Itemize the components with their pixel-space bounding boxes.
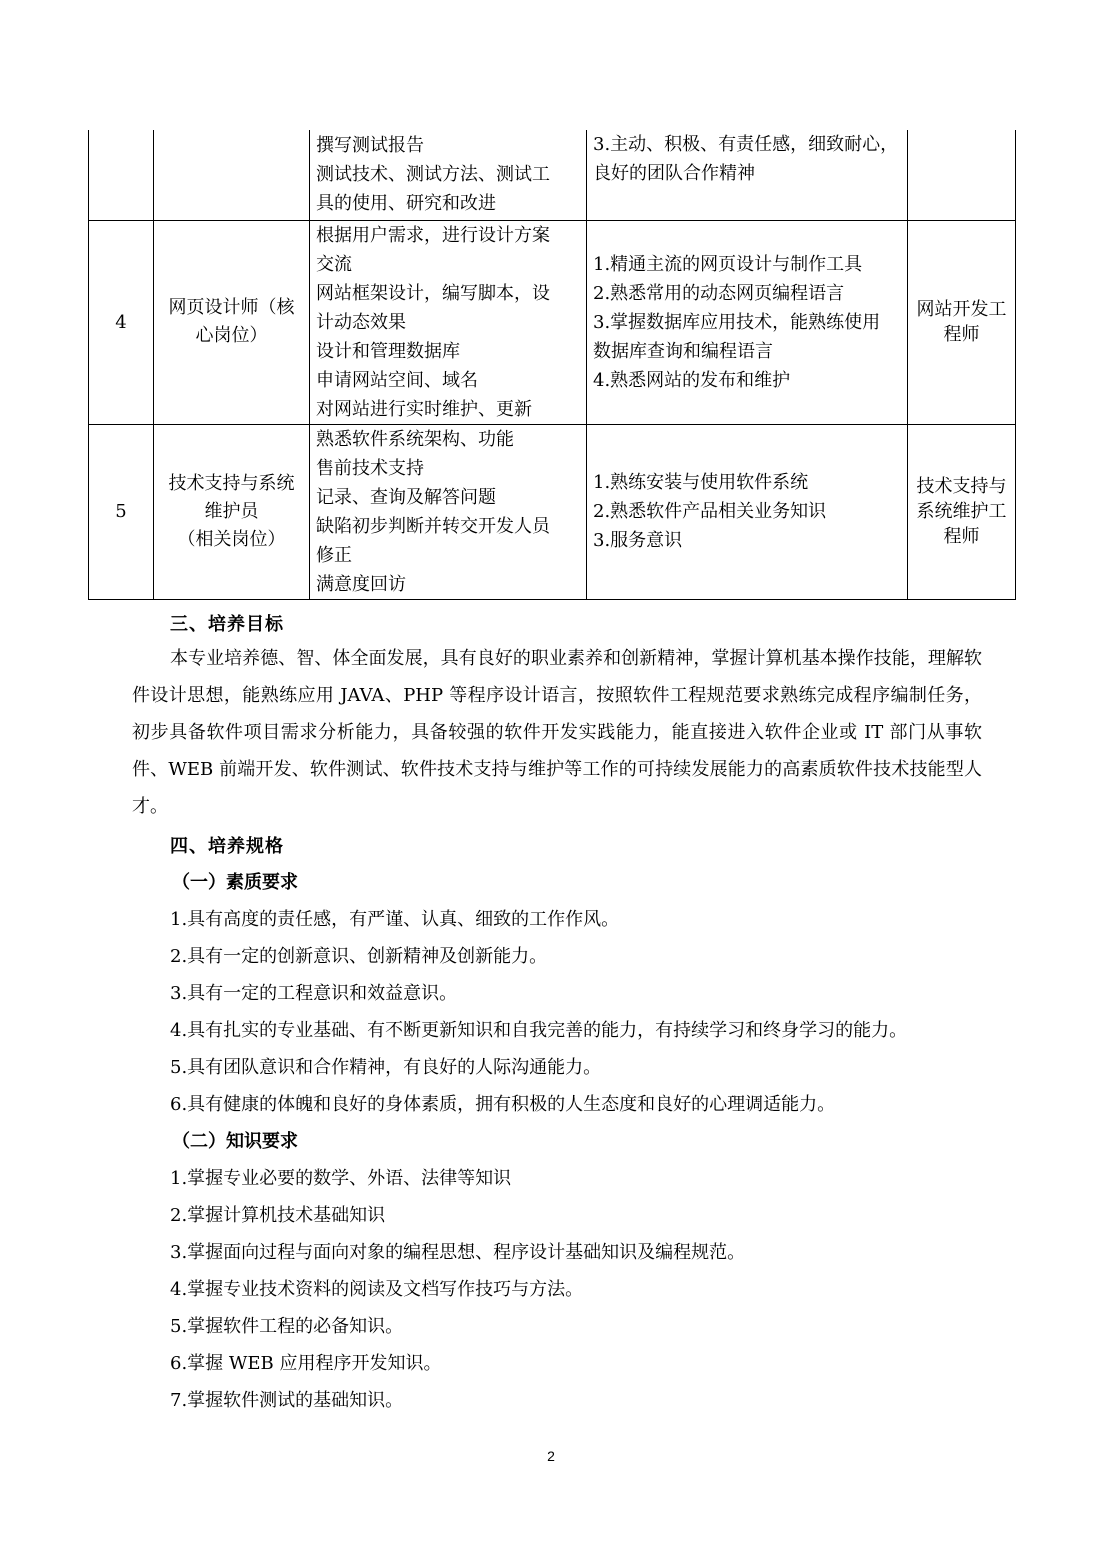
page-number: 2 <box>547 1448 555 1464</box>
section-heading: 四、培养规格 <box>170 836 284 857</box>
requirement-line: 2.熟悉软件产品相关业务知识 <box>593 501 827 522</box>
requirement-line: 良好的团队合作精神 <box>593 163 755 184</box>
table-row <box>89 130 1016 220</box>
task-line: 满意度回访 <box>316 573 406 595</box>
development-line: 系统维护工 <box>916 501 1007 522</box>
development-line: 程师 <box>943 526 980 547</box>
position-cell <box>154 424 310 599</box>
requirement-cell <box>587 220 908 424</box>
task-line: 熟悉软件系统架构、功能 <box>316 428 514 450</box>
task-line: 记录、查询及解答问题 <box>316 486 496 508</box>
requirement-line: 3.服务意识 <box>593 530 683 551</box>
task-line: 售前技术支持 <box>316 457 424 479</box>
task-line: 对网站进行实时维护、更新 <box>316 398 532 420</box>
list-item: 3.具有一定的工程意识和效益意识。 <box>170 983 458 1004</box>
subsection-heading: （二）知识要求 <box>172 1131 298 1152</box>
task-line: 撰写测试报告 <box>316 135 424 157</box>
list-item: 6.掌握 WEB 应用程序开发知识。 <box>170 1353 442 1374</box>
task-cell <box>310 220 587 424</box>
task-cell <box>310 424 587 599</box>
requirement-line: 4.熟悉网站的发布和维护 <box>593 369 791 391</box>
task-line: 计动态效果 <box>316 311 406 333</box>
table-row <box>89 220 1016 424</box>
task-line: 申请网站空间、域名 <box>316 369 478 391</box>
development-cell <box>908 424 1016 599</box>
row-number <box>89 130 154 220</box>
job-positions-table <box>88 130 1016 600</box>
table-row <box>89 424 1016 599</box>
position-line: （相关岗位） <box>177 528 286 550</box>
list-item: 4.具有扎实的专业基础、有不断更新知识和自我完善的能力，有持续学习和终身学习的能力。 <box>170 1020 908 1041</box>
list-item: 5.具有团队意识和合作精神，有良好的人际沟通能力。 <box>170 1057 602 1078</box>
position-line: 心岗位） <box>195 325 268 346</box>
development-cell <box>908 130 1016 220</box>
subsection-heading: （一）素质要求 <box>172 872 298 893</box>
task-cell <box>310 130 587 220</box>
requirement-line: 数据库查询和编程语言 <box>593 340 773 362</box>
task-line: 交流 <box>316 253 352 275</box>
training-goal-paragraph: 本专业培养德、智、体全面发展，具有良好的职业素养和创新精神，掌握计算机基本操作技能，理解软件设计思想，能熟练应用 JAVA、PHP 等程序设计语言，按照软件工程规范要求熟练完成程序编制任务，初步具备软件项目需求分析能力，具备较强的软件开发实践能力，能直接进入软件企业或 IT 部门从事软件、WEB 前端开发、软件测试、软件技术支持与维护等工作的可持续发展能力的高素质软件技术技能型人才。 <box>132 648 982 817</box>
position-line: 维护员 <box>204 500 259 522</box>
task-line: 测试技术、测试方法、测试工 <box>316 164 550 186</box>
position-cell <box>154 130 310 220</box>
list-item: 3.掌握面向过程与面向对象的编程思想、程序设计基础知识及编程规范。 <box>170 1242 746 1263</box>
list-item: 1.具有高度的责任感，有严谨、认真、细致的工作作风。 <box>170 909 620 930</box>
row-number: 5 <box>89 424 154 599</box>
requirement-line: 2.熟悉常用的动态网页编程语言 <box>593 282 845 304</box>
development-cell <box>908 220 1016 424</box>
requirement-cell <box>587 424 908 599</box>
development-line: 网站开发工 <box>916 299 1007 320</box>
task-line: 设计和管理数据库 <box>316 340 460 362</box>
task-line: 修正 <box>316 544 352 566</box>
list-item: 7.掌握软件测试的基础知识。 <box>170 1390 404 1411</box>
requirement-line: 3.主动、积极、有责任感，细致耐心， <box>593 134 899 155</box>
position-line: 技术支持与系统 <box>168 472 295 494</box>
requirement-line: 3.掌握数据库应用技术，能熟练使用 <box>593 311 881 333</box>
list-item: 6.具有健康的体魄和良好的身体素质，拥有积极的人生态度和良好的心理调适能力。 <box>170 1094 836 1115</box>
task-line: 缺陷初步判断并转交开发人员 <box>316 515 550 537</box>
task-line: 根据用户需求，进行设计方案 <box>316 224 550 246</box>
row-number: 4 <box>89 220 154 424</box>
task-line: 具的使用、研究和改进 <box>316 193 496 215</box>
list-item: 2.具有一定的创新意识、创新精神及创新能力。 <box>170 946 548 967</box>
list-item: 4.掌握专业技术资料的阅读及文档写作技巧与方法。 <box>170 1279 584 1300</box>
task-line: 网站框架设计，编写脚本，设 <box>316 282 550 304</box>
requirement-line: 1.精通主流的网页设计与制作工具 <box>593 253 863 275</box>
position-line: 网页设计师（核 <box>168 297 295 318</box>
section-heading: 三、培养目标 <box>170 614 284 635</box>
development-line: 程师 <box>943 324 980 345</box>
requirement-cell <box>587 130 908 220</box>
list-item: 5.掌握软件工程的必备知识。 <box>170 1316 404 1337</box>
list-item: 2.掌握计算机技术基础知识 <box>170 1205 386 1226</box>
list-item: 1.掌握专业必要的数学、外语、法律等知识 <box>170 1168 512 1189</box>
development-line: 技术支持与 <box>916 476 1007 497</box>
position-cell <box>154 220 310 424</box>
requirement-line: 1.熟练安装与使用软件系统 <box>593 472 809 493</box>
